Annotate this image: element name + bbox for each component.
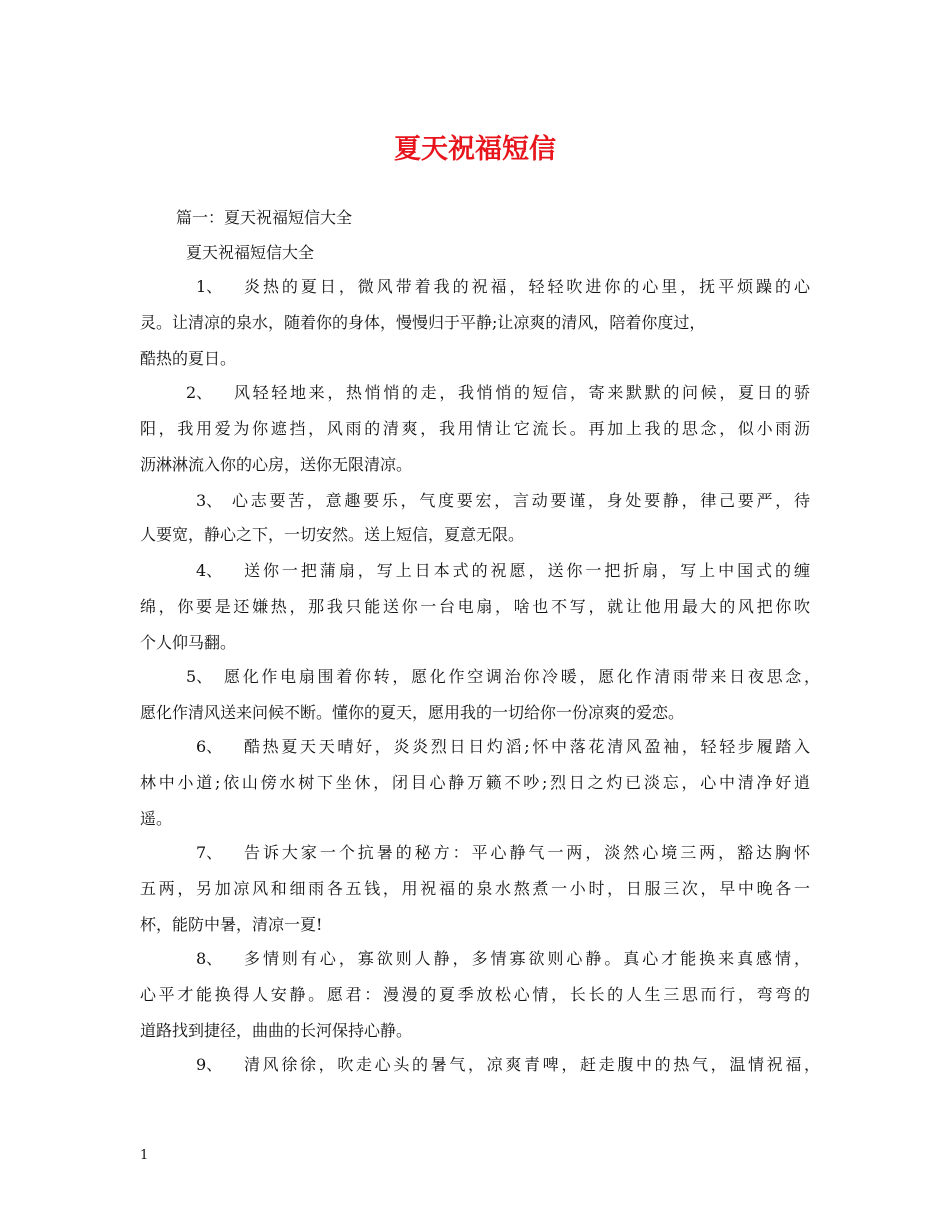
list-item-line: 道路找到捷径，曲曲的长河保持心静。 <box>140 1021 413 1040</box>
list-item-line: 多情则有心，寡欲则人静，多情寡欲则心静。真心才能换来真感情， <box>244 949 810 968</box>
list-item-number: 1、 <box>196 277 223 296</box>
list-item-number: 3、 <box>196 491 223 510</box>
list-item-line: 炎热的夏日，微风带着我的祝福，轻轻吹进你的心里，抚平烦躁的心 <box>244 277 810 296</box>
section-heading: 篇一：夏天祝福短信大全 <box>176 208 353 227</box>
list-item-line: 绵，你要是还嫌热，那我只能送你一台电扇，啥也不写，就让他用最大的风把你吹 <box>140 597 810 616</box>
list-item-line: 清风徐徐，吹走心头的暑气，凉爽青啤，赶走腹中的热气，温情祝福， <box>244 1055 820 1074</box>
list-item-number: 4、 <box>196 561 223 580</box>
list-item-number: 6、 <box>196 737 223 756</box>
list-item-number: 7、 <box>196 843 223 862</box>
list-item-line: 沥淋淋流入你的心房，送你无限清凉。 <box>140 455 413 474</box>
list-item-line: 遥。 <box>140 809 173 828</box>
list-item-line: 阳，我用爱为你遮挡，风雨的清爽，我用情让它流长。再加上我的思念，似小雨沥 <box>140 419 810 438</box>
list-item-line: 愿化作清风送来问候不断。懂你的夏天，愿用我的一切给你一份凉爽的爱恋。 <box>140 703 685 722</box>
list-item-line: 心平才能换得人安静。愿君：漫漫的夏季放松心情，长长的人生三思而行，弯弯的 <box>140 985 810 1004</box>
list-item-line: 酷热的夏日。 <box>140 349 237 368</box>
list-item-number: 5、 <box>186 667 213 686</box>
list-item-number: 8、 <box>196 949 223 968</box>
sub-heading: 夏天祝福短信大全 <box>186 243 315 262</box>
list-item-line: 林中小道;依山傍水树下坐休，闭目心静万籁不吵;烈日之灼已淡忘，心中清净好逍 <box>140 773 810 792</box>
list-item-line: 灵。让清凉的泉水，随着你的身体，慢慢归于平静;让凉爽的清风，陪着你度过， <box>140 313 706 332</box>
list-item-number: 9、 <box>196 1055 223 1074</box>
list-item-line: 风轻轻地来，热悄悄的走，我悄悄的短信，寄来默默的问候，夏日的骄 <box>234 383 810 402</box>
page-number: 1 <box>140 1148 149 1163</box>
document-title: 夏天祝福短信 <box>394 134 556 165</box>
list-item-line: 人要宽，静心之下，一切安然。送上短信，夏意无限。 <box>140 525 525 544</box>
list-item-line: 愿化作电扇围着你转，愿化作空调治你冷暖，愿化作清雨带来日夜思念， <box>224 667 820 686</box>
list-item-line: 心志要苦，意趣要乐，气度要宏，言动要谨，身处要静，律己要严，待 <box>232 491 810 510</box>
list-item-number: 2、 <box>186 383 213 402</box>
list-item-line: 告诉大家一个抗暑的秘方：平心静气一两，淡然心境三两，豁达胸怀 <box>244 843 810 862</box>
list-item-line: 送你一把蒲扇，写上日本式的祝愿，送你一把折扇，写上中国式的缠 <box>244 561 810 580</box>
list-item-line: 个人仰马翻。 <box>140 633 237 652</box>
list-item-line: 杯，能防中暑，清凉一夏! <box>140 915 323 934</box>
list-item-line: 五两，另加凉风和细雨各五钱，用祝福的泉水熬煮一小时，日服三次，早中晚各一 <box>140 879 810 898</box>
list-item-line: 酷热夏天天晴好，炎炎烈日日灼滔;怀中落花清风盈袖，轻轻步履踏入 <box>244 737 810 756</box>
